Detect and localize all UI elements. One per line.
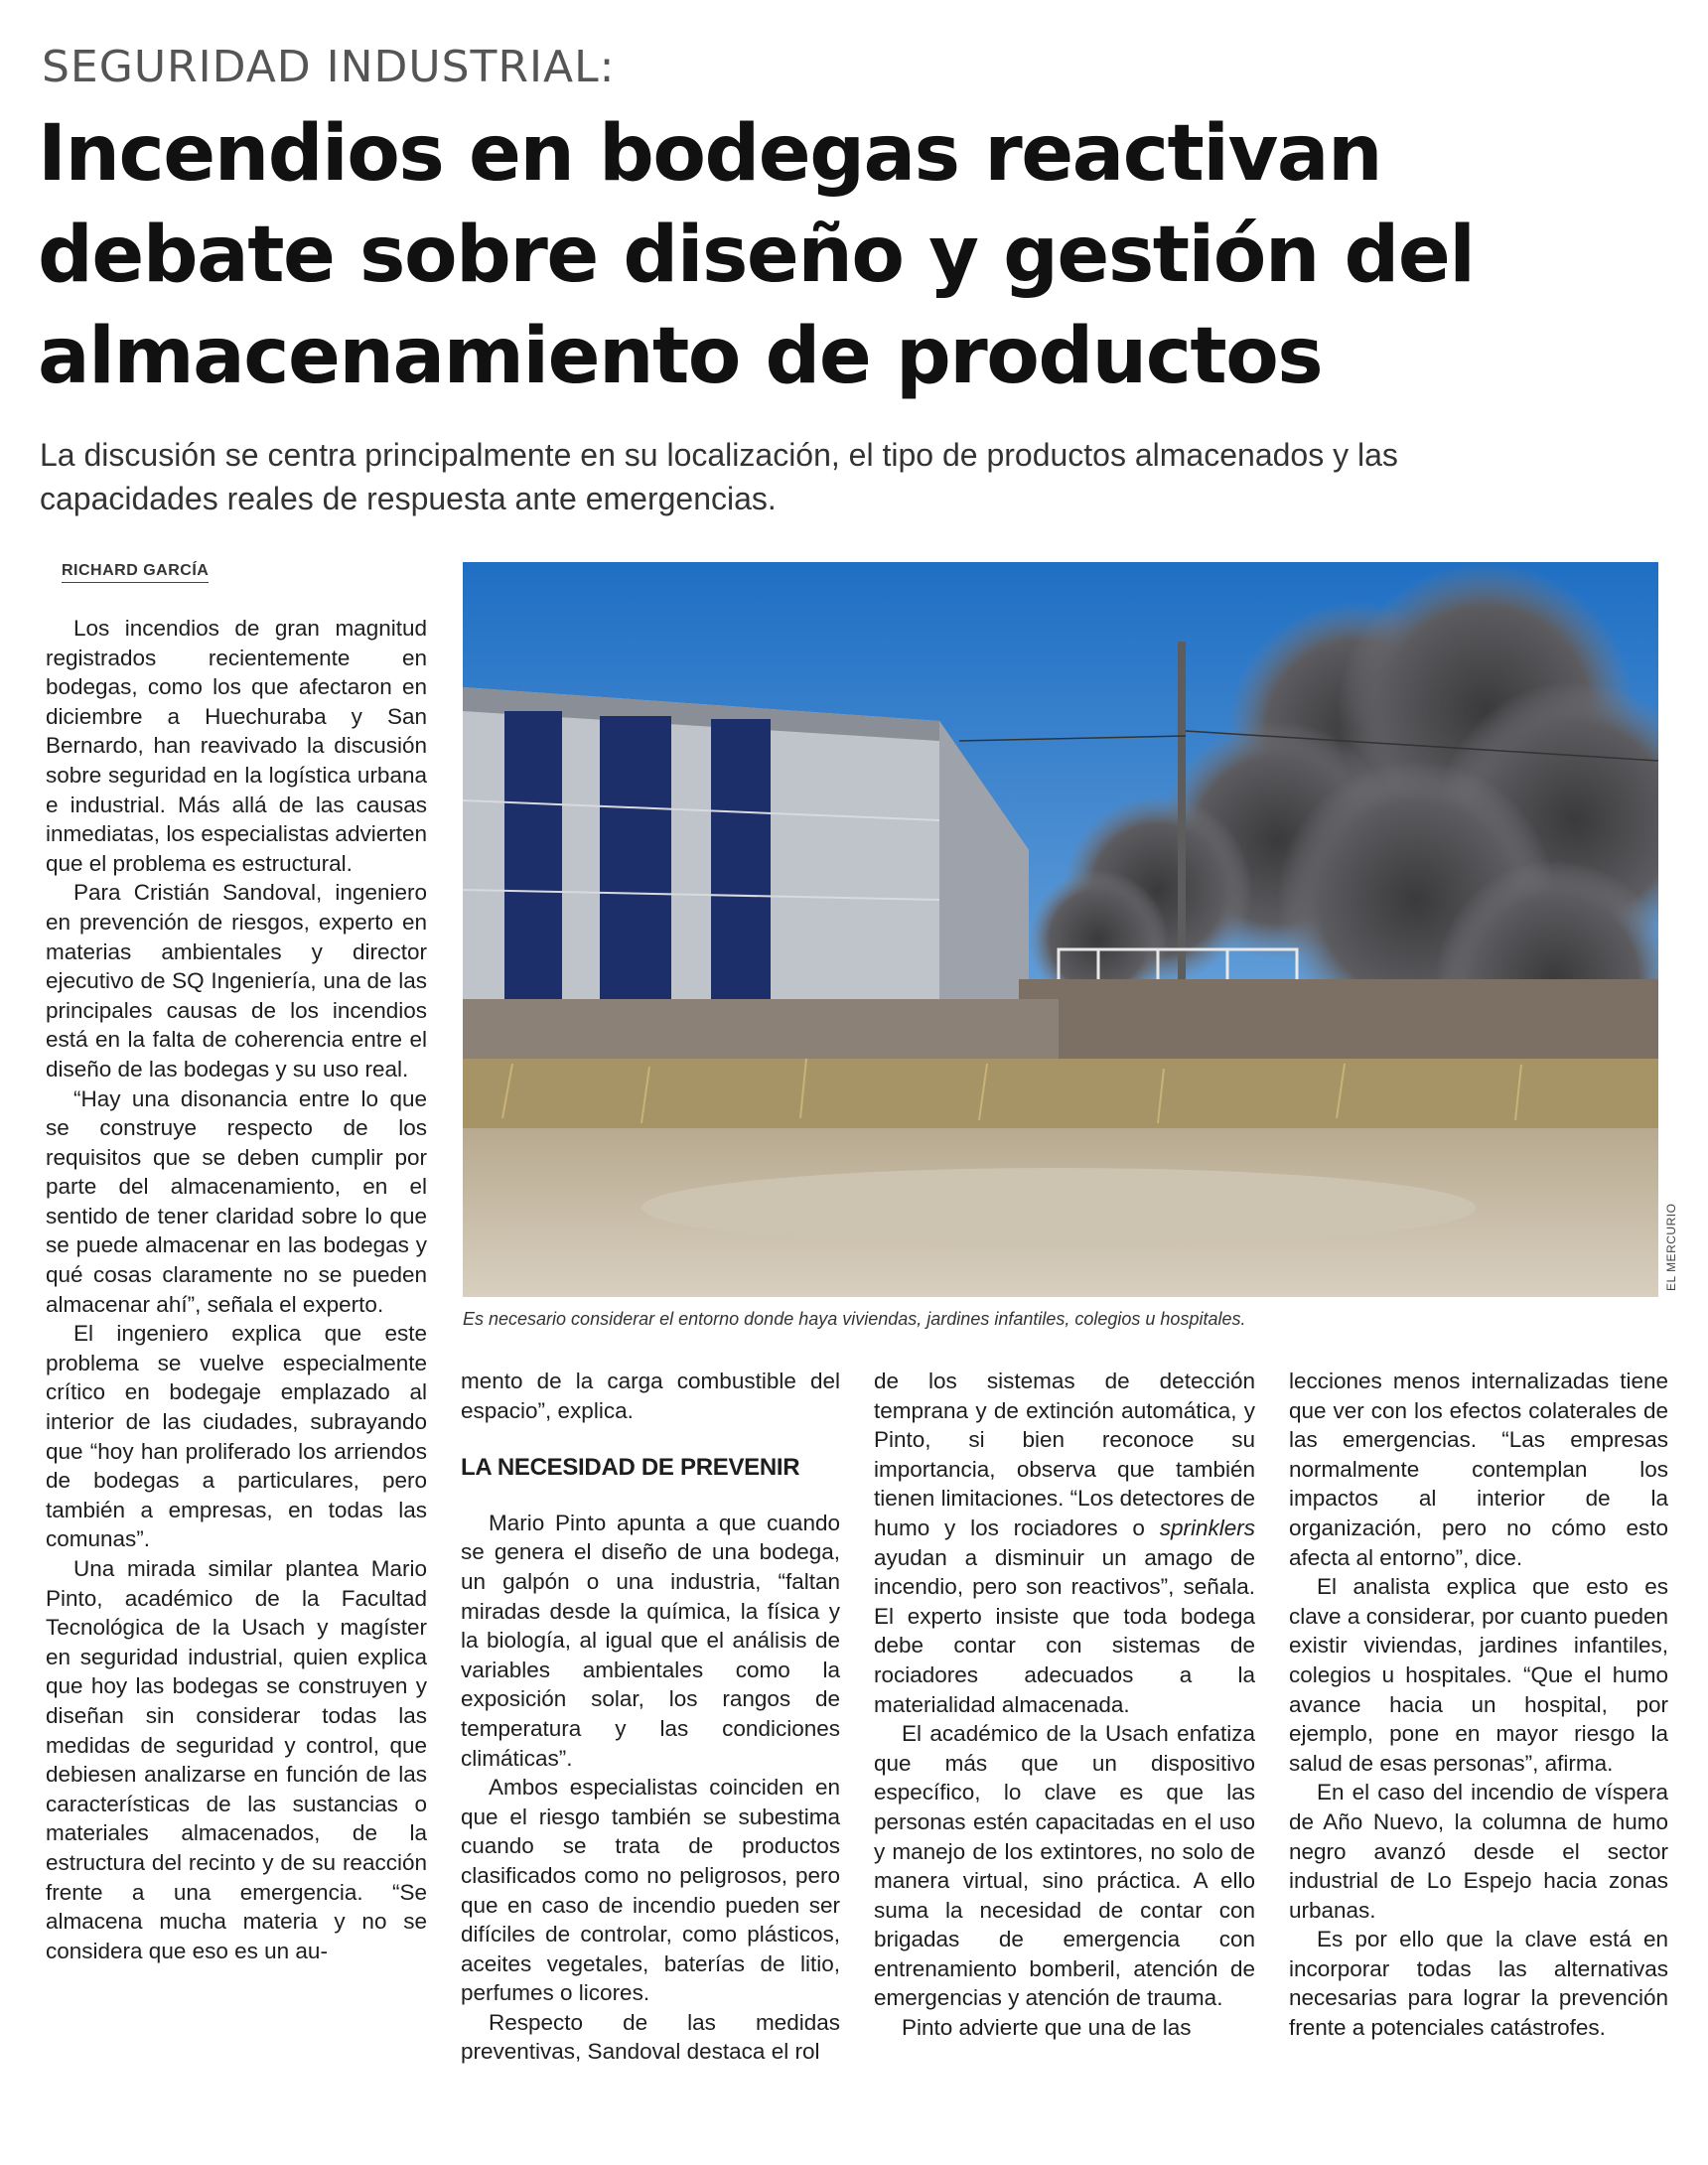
- paragraph: Pinto advierte que una de las: [902, 2015, 1192, 2041]
- paragraph-text: ayudan a disminuir un amago de incendio, pero son reactivos”, señala. El experto insiste que toda bodega debe contar con sistemas de rociadores adecuados a la materialidad almacenada.: [874, 1544, 1255, 1717]
- paragraph: Para Cristián Sandoval, ingeniero en prevención de riesgos, experto en materias ambientales y director ejecutivo de SQ Ingeniería, una de las principales causas de los incendios está en la falta de coherencia entre el diseño de las bodegas y su uso real.: [46, 880, 427, 1082]
- paragraph: El académico de la Usach enfatiza que más que un dispositivo específico, lo clave es que las personas estén capacitadas en el uso y manejo de los extintores, no solo de manera virtual, sino práctica. A ello suma la necesidad de contar con brigadas de emergencia con entrenamiento bomberil, atención de emergencias y atención de trauma.: [874, 1721, 1255, 2011]
- paragraph: Respecto de las medidas preventivas, Sandoval destaca el rol: [461, 2009, 840, 2065]
- article-column-1: [46, 614, 427, 1965]
- paragraph: lecciones menos internalizadas tiene que ver con los efectos colaterales de las emergencias. “Las empresas normalmente contemplan los impactos al interior de la organización, pero no cómo esto afecta al entorno”, dice.: [1289, 1369, 1668, 1570]
- paragraph-text: de los sistemas de detección temprana y de extinción automática, y Pinto, si bien reconoce su importancia, observa que también tienen limitaciones. “Los detectores de humo y los rociadores o: [874, 1369, 1255, 1540]
- paragraph: Mario Pinto apunta a que cuando se genera el diseño de una bodega, un galpón o una industria, “faltan miradas desde la química, la física y la biología, al igual que el análisis de variables ambientales como la exposición solar, los rangos de temperatura y las condiciones climáticas”.: [461, 1510, 840, 1771]
- article-column-3: [874, 1367, 1255, 2043]
- headline: [38, 103, 1627, 407]
- deck: [40, 433, 1648, 520]
- paragraph: El ingeniero explica que este problema se vuelve especialmente crítico en bodegaje emplazado al interior de las ciudades, subrayando que “hoy han proliferado los arriendos de bodegas a particulares, pero también a empresas, en todas las comunas”.: [46, 1321, 427, 1552]
- paragraph-emphasis: sprinklers: [1159, 1515, 1255, 1540]
- photo-caption: Es necesario considerar el entorno donde haya viviendas, jardines infantiles, colegios u hospitales.: [463, 1309, 1246, 1329]
- fire-photo-illustration: [463, 562, 1658, 1297]
- subheading: LA NECESIDAD DE PREVENIR: [461, 1454, 800, 1482]
- paragraph: Una mirada similar plantea Mario Pinto, académico de la Facultad Tecnológica de la Usach y magíster en seguridad industrial, quien explica que hoy las bodegas se construyen y diseñan sin considerar todas las medidas de seguridad y control, que debiesen analizarse en función de las características de las sustancias o materiales almacenados, de la estructura del recinto y de su reacción frente a una emergencia. “Se almacena mucha materia y no se considera que eso es un au-: [46, 1556, 427, 1963]
- paragraph: Ambos especialistas coinciden en que el riesgo también se subestima cuando se trata de productos clasificados como no peligrosos, pero que en caso de incendio pueden ser difíciles de controlar, como plásticos, aceites vegetales, baterías de litio, perfumes o licores.: [461, 1775, 840, 2006]
- deck-line: capacidades reales de respuesta ante emergencias.: [40, 481, 777, 516]
- article-column-2: [461, 1367, 840, 2067]
- paragraph: En el caso del incendio de víspera de Año Nuevo, la columna de humo negro avanzó desde el sector industrial de Lo Espejo hacia zonas urbanas.: [1289, 1780, 1668, 1923]
- paragraph: El analista explica que esto es clave a considerar, por cuanto pueden existir viviendas, jardines infantiles, colegios u hospitales. “Que el humo avance hacia un hospital, por ejemplo, pone en mayor riesgo la salud de esas personas”, afirma.: [1289, 1574, 1668, 1776]
- headline-line: almacenamiento de productos: [38, 312, 1323, 401]
- section-label: SEGURIDAD INDUSTRIAL:: [42, 42, 616, 92]
- photo-credit: EL MERCURIO: [1664, 1203, 1678, 1291]
- byline: RICHARD GARCÍA: [62, 562, 209, 583]
- paragraph: Los incendios de gran magnitud registrados recientemente en bodegas, como los que afectaron en diciembre a Huechuraba y San Bernardo, han reavivado la discusión sobre seguridad en la logística urbana e industrial. Más allá de las causas inmediatas, los especialistas advierten que el problema es estructural.: [46, 616, 427, 876]
- headline-line: debate sobre diseño y gestión del: [38, 211, 1475, 300]
- headline-line: Incendios en bodegas reactivan: [38, 109, 1382, 199]
- deck-line: La discusión se centra principalmente en su localización, el tipo de productos almacenados y las: [40, 437, 1398, 473]
- paragraph: [874, 1367, 1255, 1719]
- fire-photo: [463, 562, 1658, 1297]
- article-column-4: [1289, 1367, 1668, 2043]
- paragraph: Es por ello que la clave está en incorporar todas las alternativas necesarias para lograr la prevención frente a potenciales catástrofes.: [1289, 1927, 1668, 2041]
- paragraph: mento de la carga combustible del espacio”, explica.: [461, 1369, 840, 1423]
- paragraph: “Hay una disonancia entre lo que se construye respecto de los requisitos que se deben cumplir por parte del almacenamiento, en el sentido de tener claridad sobre lo que se puede almacenar en las bodegas y qué cosas claramente no se pueden almacenar ahí”, señala el experto.: [46, 1085, 427, 1317]
